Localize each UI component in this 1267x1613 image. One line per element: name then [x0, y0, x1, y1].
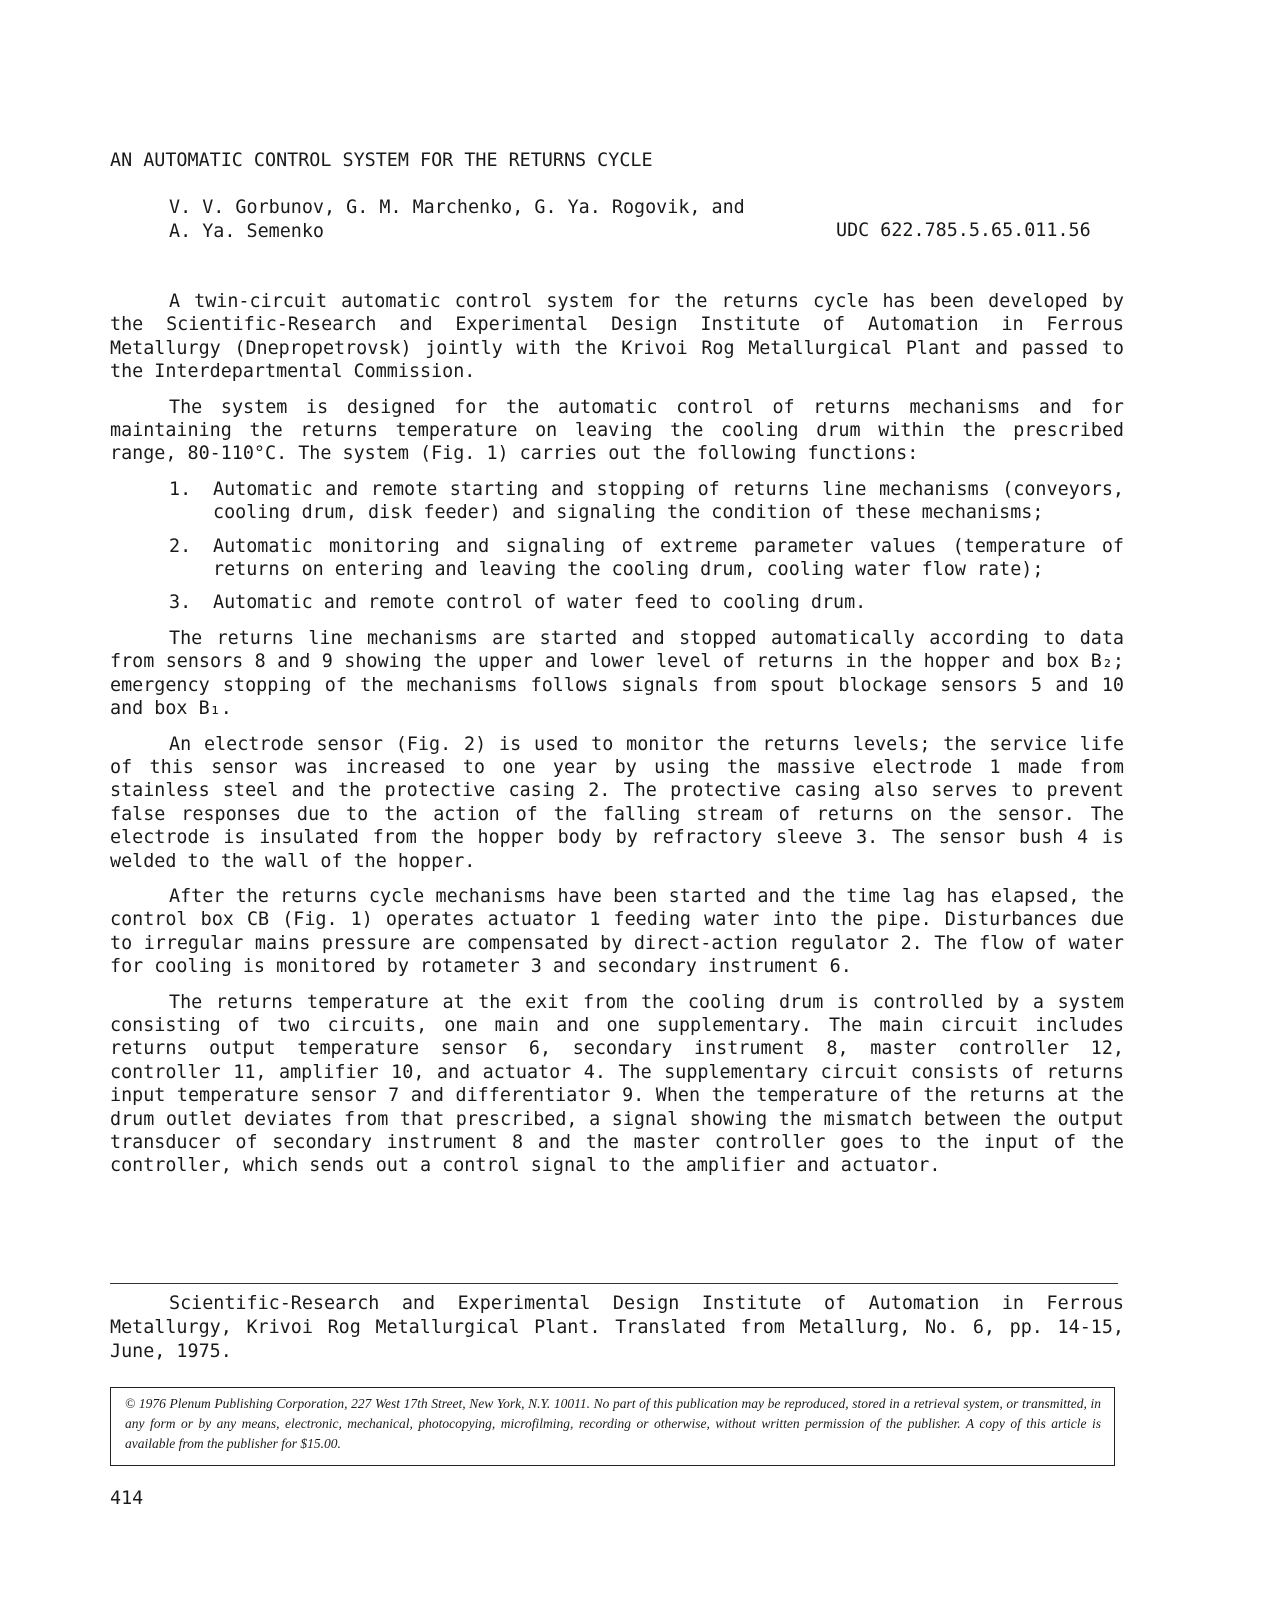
- udc-code: UDC 622.785.5.65.011.56: [836, 220, 1091, 241]
- list-item-number: 2.: [169, 535, 192, 557]
- page-number: 414: [110, 1488, 144, 1509]
- list-item-text: Automatic monitoring and signaling of extreme parameter values (temperature of returns on entering and leaving the cooling drum, cooling water flow rate);: [213, 535, 1124, 581]
- copyright-text: © 1976 Plenum Publishing Corporation, 227 West 17th Street, New York, N.Y. 10011. No part of this publication may be reproduced, stored in a retrieval system, or transmitted, in any form or by any means, electronic, mechanical, photocopying, microfilming, recording or otherwise, without written permission of the publisher. A copy of this article is available from the publisher for $15.00.: [125, 1396, 1101, 1451]
- footnote-divider: [110, 1283, 1118, 1284]
- functions-list: [110, 478, 1124, 615]
- paragraph-temperature-control: The returns temperature at the exit from the cooling drum is controlled by a system consisting of two circuits, one main and one supplementary. The main circuit includes returns output temperature sensor 6, secondary instrument 8, master controller 12, controller 11, amplifier 10, and actuator 4. The supplementary circuit consists of returns input temperature sensor 7 and differentiator 9. When the temperature of the returns at the drum outlet deviates from that prescribed, a signal showing the mismatch between the output transducer of secondary instrument 8 and the master controller goes to the input of the controller, which sends out a control signal to the amplifier and actuator.: [110, 991, 1124, 1177]
- paragraph-electrode-sensor: An electrode sensor (Fig. 2) is used to monitor the returns levels; the service life of this sensor was increased to one year by using the massive electrode 1 made from stainless steel and the protective casing 2. The protective casing also serves to prevent false responses due to the action of the falling stream of returns on the sensor. The electrode is insulated from the hopper body by refractory sleeve 3. The sensor bush 4 is welded to the wall of the hopper.: [110, 733, 1124, 872]
- author-line-2: A. Ya. Semenko: [169, 221, 325, 242]
- list-item-number: 1.: [169, 478, 192, 500]
- copyright-notice: [110, 1387, 1115, 1466]
- list-item: [110, 591, 1124, 614]
- author-line-1: V. V. Gorbunov, G. M. Marchenko, G. Ya. Rogovik, and: [169, 197, 745, 218]
- list-item: [110, 478, 1124, 525]
- paragraph-system-purpose: The system is designed for the automatic control of returns mechanisms and for maintaining the returns temperature on leaving the cooling drum within the prescribed range, 80-110°C. The system (Fig. 1) carries out the following functions:: [110, 396, 1124, 465]
- list-item-number: 3.: [169, 592, 192, 614]
- affiliation-text: Scientific-Research and Experimental Design Institute of Automation in Ferrous Metallurgy, Krivoi Rog Metallurgical Plant. Translated from Metallurg, No. 6, pp. 14-15, June, 1975.: [110, 1293, 1124, 1362]
- author-list: [169, 196, 745, 244]
- article-body: [110, 290, 1124, 1190]
- list-item: [110, 535, 1124, 582]
- list-item-text: Automatic and remote starting and stopping of returns line mechanisms (conveyors, cooling drum, disk feeder) and signaling the condition of these mechanisms;: [213, 478, 1124, 524]
- affiliation-footnote: [110, 1292, 1124, 1364]
- article-title: AN AUTOMATIC CONTROL SYSTEM FOR THE RETURNS CYCLE: [110, 150, 653, 171]
- paragraph-intro: A twin-circuit automatic control system for the returns cycle has been developed by the Scientific-Research and Experimental Design Institute of Automation in Ferrous Metallurgy (Dnepropetrovsk) jointly with the Krivoi Rog Metallurgical Plant and passed to the Interdepartmental Commission.: [110, 291, 1124, 383]
- list-item-text: Automatic and remote control of water feed to cooling drum.: [213, 592, 867, 614]
- paragraph-water-feed: After the returns cycle mechanisms have been started and the time lag has elapsed, the control box CB (Fig. 1) operates actuator 1 feeding water into the pipe. Disturbances due to irregular mains pressure are compensated by direct-action regulator 2. The flow of water for cooling is monitored by rotameter 3 and secondary instrument 6.: [110, 885, 1124, 978]
- paragraph-mechanisms: The returns line mechanisms are started and stopped automatically according to data from sensors 8 and 9 showing the upper and lower level of returns in the hopper and box B₂; emergency stopping of the mechanisms follows signals from spout blockage sensors 5 and 10 and box B₁.: [110, 627, 1124, 720]
